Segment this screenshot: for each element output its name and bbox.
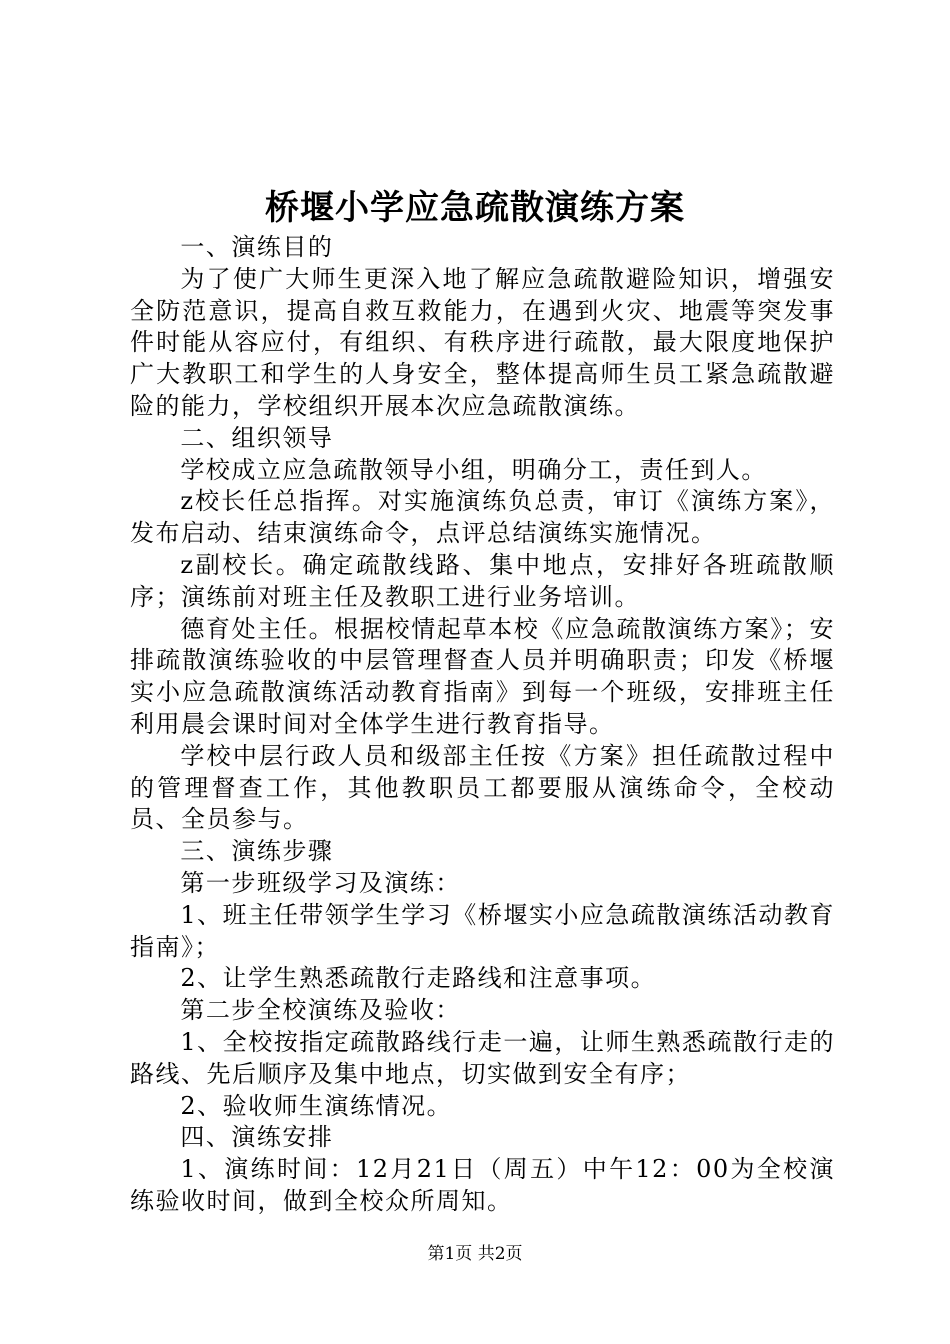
paragraph: z副校长。确定疏散线路、集中地点，安排好各班疏散顺序；演练前对班主任及教职工进行业务培训。 [130, 550, 835, 611]
list-item: 1、全校按指定疏散路线行走一遍，让师生熟悉疏散行走的路线、先后顺序及集中地点，切实做到安全有序； [130, 1027, 835, 1088]
paragraph: 德育处主任。根据校情起草本校《应急疏散演练方案》；安排疏散演练验收的中层管理督查人员并明确职责；印发《桥堰实小应急疏散演练活动教育指南》到每一个班级，安排班主任利用晨会课时间对全体学生进行教育指导。 [130, 614, 835, 738]
document-title: 桥堰小学应急疏散演练方案 [265, 188, 685, 228]
section-heading: 四、演练安排 [180, 1123, 334, 1152]
list-item: 1、班主任带领学生学习《桥堰实小应急疏散演练活动教育指南》； [130, 900, 835, 961]
paragraph: 第一步班级学习及演练： [180, 868, 461, 897]
paragraph: 学校成立应急疏散领导小组，明确分工，责任到人。 [180, 455, 767, 484]
paragraph: 学校中层行政人员和级部主任按《方案》担任疏散过程中的管理督查工作，其他教职员工都要服从演练命令，全校动员、全员参与。 [130, 741, 835, 834]
list-item: 2、验收师生演练情况。 [180, 1091, 453, 1120]
page-footer: 第1页 共2页 [427, 1244, 523, 1264]
list-item: 2、让学生熟悉疏散行走路线和注意事项。 [180, 964, 657, 993]
paragraph: 第二步全校演练及验收： [180, 996, 461, 1025]
document-body [130, 232, 835, 1218]
section-heading: 二、组织领导 [180, 423, 334, 452]
paragraph: z校长任总指挥。对实施演练负总责，审订《演练方案》，发布启动、结束演练命令，点评总结演练实施情况。 [130, 487, 835, 548]
list-item: 1、演练时间：12月21日（周五）中午12：00为全校演练验收时间，做到全校众所周知。 [130, 1155, 835, 1215]
section-heading: 一、演练目的 [180, 233, 334, 261]
paragraph: 为了使广大师生更深入地了解应急疏散避险知识，增强安全防范意识，提高自救互救能力，在遇到火灾、地震等突发事件时能从容应付，有组织、有秩序进行疏散，最大限度地保护广大教职工和学生的人身安全，整体提高师生员工紧急疏散避险的能力，学校组织开展本次应急疏散演练。 [130, 264, 835, 420]
section-heading: 三、演练步骤 [180, 837, 334, 866]
